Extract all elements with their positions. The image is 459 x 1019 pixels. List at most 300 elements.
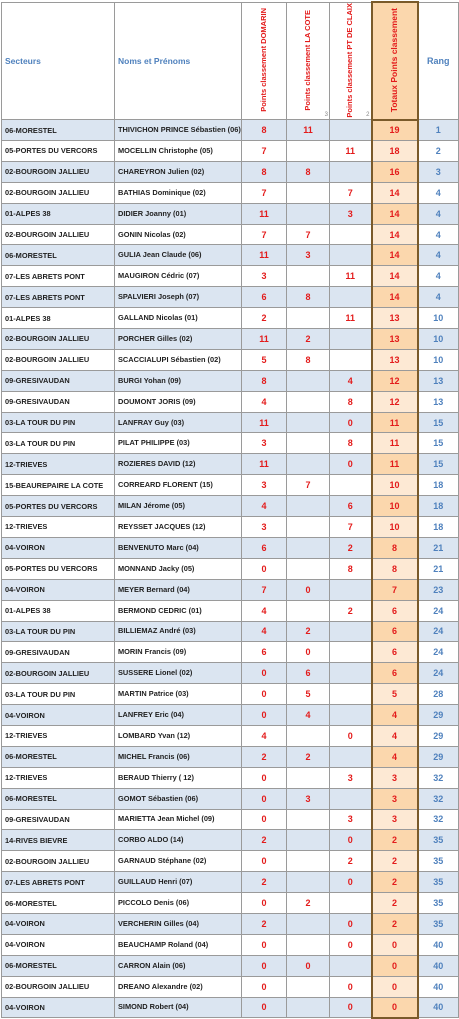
secteur-cell: 05-PORTES DU VERCORS — [2, 496, 115, 517]
domarin-points-cell: 7 — [242, 224, 287, 245]
domarin-points-cell: 3 — [242, 517, 287, 538]
pt-de-claix-points-cell: 0 — [330, 976, 372, 997]
name-cell: BERMOND CEDRIC (01) — [115, 600, 242, 621]
name-cell: GUILLAUD Henri (07) — [115, 872, 242, 893]
domarin-points-cell: 6 — [242, 642, 287, 663]
rank-cell: 24 — [418, 663, 459, 684]
rank-cell: 29 — [418, 725, 459, 746]
domarin-points-cell: 0 — [242, 809, 287, 830]
table-row — [2, 830, 459, 851]
secteur-cell: 12-TRIEVES — [2, 767, 115, 788]
name-cell: GOMOT Sébastien (06) — [115, 788, 242, 809]
total-points-cell: 2 — [372, 872, 418, 893]
total-points-cell: 0 — [372, 976, 418, 997]
la-cote-points-cell — [287, 266, 330, 287]
pt-de-claix-points-cell: 0 — [330, 830, 372, 851]
pt-de-claix-points-cell: 3 — [330, 767, 372, 788]
secteur-cell: 09-GRESIVAUDAN — [2, 642, 115, 663]
la-cote-points-cell — [287, 496, 330, 517]
pt-de-claix-points-cell — [330, 788, 372, 809]
table-row — [2, 955, 459, 976]
secteur-cell: 03-LA TOUR DU PIN — [2, 684, 115, 705]
la-cote-points-cell — [287, 872, 330, 893]
name-cell: MICHEL Francis (06) — [115, 746, 242, 767]
secteur-cell: 12-TRIEVES — [2, 454, 115, 475]
name-cell: LOMBARD Yvan (12) — [115, 725, 242, 746]
header-la-cote — [287, 2, 330, 120]
secteur-cell: 09-GRESIVAUDAN — [2, 370, 115, 391]
name-cell: SCACCIALUPI Sébastien (02) — [115, 349, 242, 370]
table-row — [2, 141, 459, 162]
pt-de-claix-points-cell — [330, 684, 372, 705]
secteur-cell: 02-BOURGOIN JALLIEU — [2, 182, 115, 203]
secteur-cell: 09-GRESIVAUDAN — [2, 391, 115, 412]
name-cell: MILAN Jérome (05) — [115, 496, 242, 517]
rank-cell: 4 — [418, 266, 459, 287]
rank-cell: 35 — [418, 872, 459, 893]
total-points-cell: 13 — [372, 308, 418, 329]
pt-de-claix-points-cell: 11 — [330, 266, 372, 287]
total-points-cell: 6 — [372, 663, 418, 684]
la-cote-points-cell — [287, 308, 330, 329]
table-row — [2, 558, 459, 579]
pt-de-claix-points-cell: 2 — [330, 537, 372, 558]
rank-cell: 4 — [418, 245, 459, 266]
la-cote-points-cell — [287, 537, 330, 558]
pt-de-claix-points-cell — [330, 475, 372, 496]
la-cote-points-cell: 2 — [287, 893, 330, 914]
secteur-cell: 02-BOURGOIN JALLIEU — [2, 851, 115, 872]
rank-cell: 1 — [418, 120, 459, 141]
total-points-cell: 3 — [372, 788, 418, 809]
pt-de-claix-points-cell — [330, 329, 372, 350]
table-row — [2, 788, 459, 809]
rank-cell: 21 — [418, 537, 459, 558]
pt-de-claix-points-cell — [330, 120, 372, 141]
secteur-cell: 05-PORTES DU VERCORS — [2, 558, 115, 579]
secteur-cell: 04-VOIRON — [2, 579, 115, 600]
pt-de-claix-points-cell: 0 — [330, 997, 372, 1018]
name-cell: BILLIEMAZ André (03) — [115, 621, 242, 642]
domarin-points-cell: 4 — [242, 391, 287, 412]
domarin-points-cell: 2 — [242, 308, 287, 329]
pt-de-claix-points-cell: 8 — [330, 391, 372, 412]
table-row — [2, 120, 459, 141]
domarin-points-cell: 0 — [242, 955, 287, 976]
total-points-cell: 3 — [372, 809, 418, 830]
secteur-cell: 02-BOURGOIN JALLIEU — [2, 976, 115, 997]
la-cote-points-cell: 2 — [287, 746, 330, 767]
secteur-cell: 07-LES ABRETS PONT — [2, 266, 115, 287]
table-row — [2, 893, 459, 914]
domarin-points-cell: 0 — [242, 788, 287, 809]
table-row — [2, 642, 459, 663]
rank-cell: 40 — [418, 955, 459, 976]
total-points-cell: 14 — [372, 203, 418, 224]
la-cote-points-cell — [287, 370, 330, 391]
name-cell: REYSSET JACQUES (12) — [115, 517, 242, 538]
secteur-cell: 04-VOIRON — [2, 997, 115, 1018]
secteur-cell: 01-ALPES 38 — [2, 600, 115, 621]
name-cell: THIVICHON PRINCE Sébastien (06) — [115, 120, 242, 141]
domarin-points-cell: 11 — [242, 203, 287, 224]
domarin-points-cell: 0 — [242, 997, 287, 1018]
pt-de-claix-points-cell: 6 — [330, 496, 372, 517]
header-domarin — [242, 2, 287, 120]
total-points-cell: 10 — [372, 517, 418, 538]
la-cote-points-cell: 6 — [287, 663, 330, 684]
secteur-cell: 02-BOURGOIN JALLIEU — [2, 329, 115, 350]
domarin-points-cell: 2 — [242, 830, 287, 851]
header-row — [2, 2, 459, 120]
total-points-cell: 6 — [372, 600, 418, 621]
total-points-cell: 12 — [372, 391, 418, 412]
name-cell: DOUMONT JORIS (09) — [115, 391, 242, 412]
table-row — [2, 161, 459, 182]
table-row — [2, 433, 459, 454]
secteur-cell: 03-LA TOUR DU PIN — [2, 433, 115, 454]
total-points-cell: 11 — [372, 433, 418, 454]
secteur-cell: 04-VOIRON — [2, 934, 115, 955]
name-cell: MARTIN Patrice (03) — [115, 684, 242, 705]
table-row — [2, 725, 459, 746]
secteur-cell: 07-LES ABRETS PONT — [2, 287, 115, 308]
domarin-points-cell: 2 — [242, 872, 287, 893]
name-cell: BURGI Yohan (09) — [115, 370, 242, 391]
secteur-cell: 05-PORTES DU VERCORS — [2, 141, 115, 162]
pt-de-claix-points-cell — [330, 955, 372, 976]
rank-cell: 18 — [418, 475, 459, 496]
pt-de-claix-points-cell: 3 — [330, 203, 372, 224]
secteur-cell: 14-RIVES BIEVRE — [2, 830, 115, 851]
domarin-points-cell: 8 — [242, 161, 287, 182]
la-cote-points-cell — [287, 141, 330, 162]
total-points-cell: 4 — [372, 725, 418, 746]
pt-de-claix-points-cell — [330, 287, 372, 308]
total-points-cell: 11 — [372, 454, 418, 475]
domarin-points-cell: 6 — [242, 537, 287, 558]
secteur-cell: 06-MORESTEL — [2, 746, 115, 767]
name-cell: SUSSERE Lionel (02) — [115, 663, 242, 684]
domarin-points-cell: 2 — [242, 746, 287, 767]
pt-de-claix-points-cell: 0 — [330, 913, 372, 934]
name-cell: BEAUCHAMP Roland (04) — [115, 934, 242, 955]
la-cote-points-cell — [287, 976, 330, 997]
table-row — [2, 266, 459, 287]
secteur-cell: 07-LES ABRETS PONT — [2, 872, 115, 893]
table-row — [2, 349, 459, 370]
total-points-cell: 12 — [372, 370, 418, 391]
la-cote-points-cell: 5 — [287, 684, 330, 705]
la-cote-points-cell: 2 — [287, 621, 330, 642]
table-row — [2, 517, 459, 538]
secteur-cell: 04-VOIRON — [2, 705, 115, 726]
table-row — [2, 182, 459, 203]
header-noms: Noms et Prénoms — [115, 2, 242, 120]
domarin-points-cell: 6 — [242, 287, 287, 308]
header-totaux-label: Totaux Points classement — [389, 7, 399, 112]
rank-cell: 21 — [418, 558, 459, 579]
total-points-cell: 4 — [372, 746, 418, 767]
table-row — [2, 600, 459, 621]
rank-cell: 10 — [418, 329, 459, 350]
total-points-cell: 0 — [372, 955, 418, 976]
table-row — [2, 684, 459, 705]
table-row — [2, 412, 459, 433]
domarin-points-cell: 0 — [242, 934, 287, 955]
pt-de-claix-points-cell: 0 — [330, 412, 372, 433]
name-cell: VERCHERIN Gilles (04) — [115, 913, 242, 934]
rank-cell: 40 — [418, 934, 459, 955]
name-cell: MARIETTA Jean Michel (09) — [115, 809, 242, 830]
table-row — [2, 579, 459, 600]
la-cote-points-cell: 8 — [287, 287, 330, 308]
total-points-cell: 6 — [372, 642, 418, 663]
domarin-points-cell: 4 — [242, 600, 287, 621]
la-cote-points-cell: 0 — [287, 579, 330, 600]
table-row — [2, 308, 459, 329]
domarin-points-cell: 4 — [242, 621, 287, 642]
table-row — [2, 746, 459, 767]
pt-de-claix-points-cell — [330, 349, 372, 370]
secteur-cell: 06-MORESTEL — [2, 245, 115, 266]
total-points-cell: 0 — [372, 997, 418, 1018]
la-cote-points-cell: 8 — [287, 349, 330, 370]
name-cell: CORBO ALDO (14) — [115, 830, 242, 851]
la-cote-points-cell — [287, 997, 330, 1018]
la-cote-points-cell: 3 — [287, 245, 330, 266]
secteur-cell: 03-LA TOUR DU PIN — [2, 412, 115, 433]
la-cote-points-cell — [287, 913, 330, 934]
rank-cell: 10 — [418, 349, 459, 370]
table-row — [2, 287, 459, 308]
total-points-cell: 14 — [372, 224, 418, 245]
name-cell: PICCOLO Denis (06) — [115, 893, 242, 914]
table-row — [2, 475, 459, 496]
pt-de-claix-points-cell — [330, 663, 372, 684]
rank-cell: 35 — [418, 830, 459, 851]
secteur-cell: 01-ALPES 38 — [2, 308, 115, 329]
domarin-points-cell: 3 — [242, 475, 287, 496]
name-cell: DREANO Alexandre (02) — [115, 976, 242, 997]
name-cell: GONIN Nicolas (02) — [115, 224, 242, 245]
la-cote-points-cell: 11 — [287, 120, 330, 141]
rank-cell: 24 — [418, 600, 459, 621]
secteur-cell: 02-BOURGOIN JALLIEU — [2, 224, 115, 245]
rank-cell: 4 — [418, 287, 459, 308]
domarin-points-cell: 7 — [242, 141, 287, 162]
pt-de-claix-points-cell — [330, 893, 372, 914]
la-cote-points-cell: 4 — [287, 705, 330, 726]
rank-cell: 4 — [418, 182, 459, 203]
total-points-cell: 2 — [372, 913, 418, 934]
header-la-cote-label: Points classement LA COTE — [303, 9, 312, 111]
rank-cell: 24 — [418, 621, 459, 642]
table-row — [2, 496, 459, 517]
total-points-cell: 14 — [372, 266, 418, 287]
secteur-cell: 06-MORESTEL — [2, 788, 115, 809]
secteur-cell: 06-MORESTEL — [2, 955, 115, 976]
table-row — [2, 872, 459, 893]
rank-cell: 35 — [418, 851, 459, 872]
secteur-cell: 12-TRIEVES — [2, 517, 115, 538]
header-domarin-label: Points classement DOMARIN — [259, 7, 268, 112]
domarin-points-cell: 7 — [242, 182, 287, 203]
la-cote-points-cell — [287, 558, 330, 579]
secteur-cell: 06-MORESTEL — [2, 893, 115, 914]
rank-cell: 40 — [418, 976, 459, 997]
rank-cell: 35 — [418, 893, 459, 914]
secteur-cell: 02-BOURGOIN JALLIEU — [2, 161, 115, 182]
pt-de-claix-points-cell: 11 — [330, 308, 372, 329]
domarin-points-cell: 11 — [242, 412, 287, 433]
rank-cell: 35 — [418, 913, 459, 934]
domarin-points-cell: 0 — [242, 976, 287, 997]
total-points-cell: 4 — [372, 705, 418, 726]
la-cote-points-cell — [287, 412, 330, 433]
total-points-cell: 14 — [372, 287, 418, 308]
header-rang: Rang — [418, 2, 459, 120]
table-row — [2, 329, 459, 350]
name-cell: MAUGIRON Cédric (07) — [115, 266, 242, 287]
total-points-cell: 8 — [372, 558, 418, 579]
secteur-cell: 12-TRIEVES — [2, 725, 115, 746]
la-cote-points-cell: 2 — [287, 329, 330, 350]
la-cote-points-cell: 8 — [287, 161, 330, 182]
table-row — [2, 454, 459, 475]
total-points-cell: 13 — [372, 329, 418, 350]
name-cell: MONNAND Jacky (05) — [115, 558, 242, 579]
table-row — [2, 537, 459, 558]
rank-cell: 29 — [418, 705, 459, 726]
rank-cell: 15 — [418, 412, 459, 433]
rank-cell: 4 — [418, 224, 459, 245]
table-row — [2, 391, 459, 412]
la-cote-points-cell — [287, 809, 330, 830]
secteur-cell: 06-MORESTEL — [2, 120, 115, 141]
table-row — [2, 934, 459, 955]
la-cote-points-cell — [287, 767, 330, 788]
pt-de-claix-points-cell — [330, 705, 372, 726]
total-points-cell: 3 — [372, 767, 418, 788]
pt-de-claix-points-cell: 2 — [330, 600, 372, 621]
rank-cell: 13 — [418, 370, 459, 391]
secteur-cell: 01-ALPES 38 — [2, 203, 115, 224]
header-marker-3: 3 — [324, 112, 328, 119]
domarin-points-cell: 0 — [242, 767, 287, 788]
total-points-cell: 19 — [372, 120, 418, 141]
name-cell: CORREARD FLORENT (15) — [115, 475, 242, 496]
header-pt-de-claix-label: Points classement PT DE CLAIX — [345, 2, 355, 118]
rank-cell: 32 — [418, 809, 459, 830]
name-cell: BATHIAS Dominique (02) — [115, 182, 242, 203]
la-cote-points-cell — [287, 454, 330, 475]
total-points-cell: 7 — [372, 579, 418, 600]
table-row — [2, 663, 459, 684]
pt-de-claix-points-cell: 3 — [330, 809, 372, 830]
domarin-points-cell: 4 — [242, 725, 287, 746]
domarin-points-cell: 5 — [242, 349, 287, 370]
pt-de-claix-points-cell — [330, 161, 372, 182]
rank-cell: 32 — [418, 788, 459, 809]
rank-cell: 23 — [418, 579, 459, 600]
header-marker-2: 2 — [366, 112, 370, 119]
name-cell: SIMOND Robert (04) — [115, 997, 242, 1018]
rank-cell: 18 — [418, 496, 459, 517]
la-cote-points-cell — [287, 851, 330, 872]
rank-cell: 2 — [418, 141, 459, 162]
total-points-cell: 10 — [372, 475, 418, 496]
secteur-cell: 09-GRESIVAUDAN — [2, 809, 115, 830]
pt-de-claix-points-cell: 4 — [330, 370, 372, 391]
name-cell: PILAT PHILIPPE (03) — [115, 433, 242, 454]
domarin-points-cell: 11 — [242, 454, 287, 475]
la-cote-points-cell — [287, 725, 330, 746]
domarin-points-cell: 8 — [242, 120, 287, 141]
name-cell: MORIN Francis (09) — [115, 642, 242, 663]
name-cell: DIDIER Joanny (01) — [115, 203, 242, 224]
total-points-cell: 6 — [372, 621, 418, 642]
domarin-points-cell: 0 — [242, 893, 287, 914]
total-points-cell: 16 — [372, 161, 418, 182]
la-cote-points-cell: 0 — [287, 642, 330, 663]
domarin-points-cell: 3 — [242, 266, 287, 287]
secteur-cell: 04-VOIRON — [2, 913, 115, 934]
rank-cell: 15 — [418, 433, 459, 454]
total-points-cell: 14 — [372, 245, 418, 266]
pt-de-claix-points-cell: 0 — [330, 725, 372, 746]
la-cote-points-cell — [287, 600, 330, 621]
pt-de-claix-points-cell: 0 — [330, 934, 372, 955]
name-cell: MEYER Bernard (04) — [115, 579, 242, 600]
secteur-cell: 03-LA TOUR DU PIN — [2, 621, 115, 642]
la-cote-points-cell: 7 — [287, 475, 330, 496]
la-cote-points-cell: 0 — [287, 955, 330, 976]
pt-de-claix-points-cell — [330, 579, 372, 600]
domarin-points-cell: 0 — [242, 684, 287, 705]
name-cell: BENVENUTO Marc (04) — [115, 537, 242, 558]
header-secteurs: Secteurs — [2, 2, 115, 120]
domarin-points-cell: 0 — [242, 663, 287, 684]
total-points-cell: 10 — [372, 496, 418, 517]
name-cell: CARRON Alain (06) — [115, 955, 242, 976]
rank-cell: 29 — [418, 746, 459, 767]
domarin-points-cell: 0 — [242, 705, 287, 726]
domarin-points-cell: 3 — [242, 433, 287, 454]
secteur-cell: 04-VOIRON — [2, 537, 115, 558]
pt-de-claix-points-cell: 0 — [330, 872, 372, 893]
ranking-table — [1, 1, 459, 1019]
total-points-cell: 11 — [372, 412, 418, 433]
la-cote-points-cell: 3 — [287, 788, 330, 809]
rank-cell: 10 — [418, 308, 459, 329]
pt-de-claix-points-cell: 7 — [330, 182, 372, 203]
rank-cell: 28 — [418, 684, 459, 705]
table-row — [2, 851, 459, 872]
pt-de-claix-points-cell: 2 — [330, 851, 372, 872]
table-row — [2, 370, 459, 391]
header-pt-de-claix — [330, 2, 372, 120]
table-row — [2, 767, 459, 788]
domarin-points-cell: 11 — [242, 329, 287, 350]
pt-de-claix-points-cell: 11 — [330, 141, 372, 162]
pt-de-claix-points-cell: 7 — [330, 517, 372, 538]
table-row — [2, 224, 459, 245]
name-cell: PORCHER Gilles (02) — [115, 329, 242, 350]
pt-de-claix-points-cell — [330, 621, 372, 642]
la-cote-points-cell — [287, 433, 330, 454]
table-header — [2, 2, 459, 120]
